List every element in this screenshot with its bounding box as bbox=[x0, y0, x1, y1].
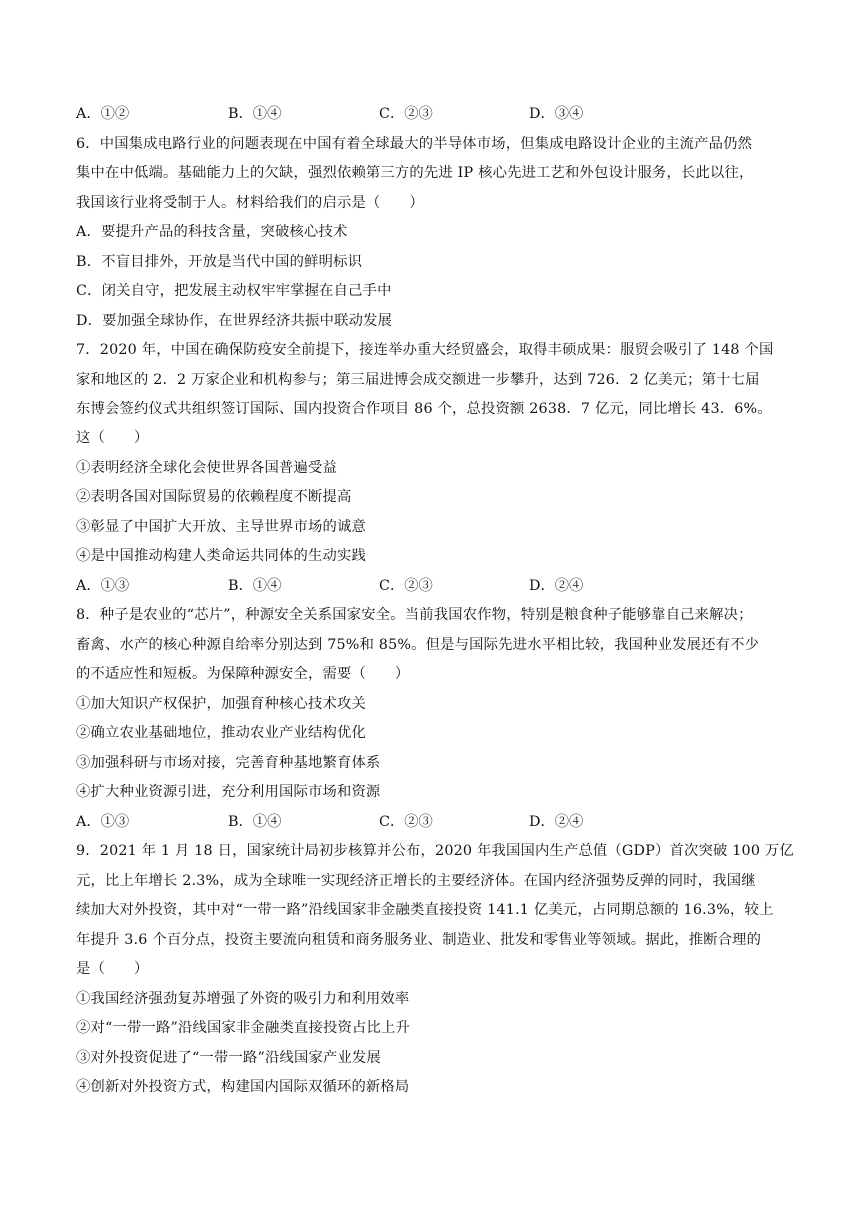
q7-option-b: B．①④ bbox=[228, 578, 282, 594]
q5-option-d: D．③④ bbox=[529, 106, 584, 122]
q8-item-2: ②确立农业基础地位，推动农业产业结构优化 bbox=[76, 725, 366, 741]
q8-stem-line: 的不适应性和短板。为保障种源安全，需要（ ） bbox=[76, 666, 410, 682]
q7-item-4: ④是中国推动构建人类命运共同体的生动实践 bbox=[76, 548, 366, 564]
q7-option-d: D．②④ bbox=[529, 578, 584, 594]
q9-item-4: ④创新对外投资方式，构建国内国际双循环的新格局 bbox=[76, 1079, 410, 1095]
q8-option-b: B．①④ bbox=[228, 814, 282, 830]
q9-item-3: ③对外投资促进了“一带一路”沿线国家产业发展 bbox=[76, 1050, 381, 1066]
q6-choice-d: D．要加强全球协作，在世界经济共振中联动发展 bbox=[76, 313, 393, 329]
q8-stem-line: 畜禽、水产的核心种源自给率分别达到 75%和 85%。但是与国际先进水平相比较，我国种业发展还有不少 bbox=[76, 637, 760, 653]
q5-option-b: B．①④ bbox=[228, 106, 282, 122]
q9-stem-line: 元，比上年增长 2.3%，成为全球唯一实现经济正增长的主要经济体。在国内经济强势反弹的同时，我国继 bbox=[76, 873, 756, 889]
q6-choice-a: A．要提升产品的科技含量，突破核心技术 bbox=[76, 224, 348, 240]
q7-stem-line: 7．2020 年，中国在确保防疫安全前提下，接连举办重大经贸盛会，取得丰硕成果：服贸会吸引了 148 个国 bbox=[76, 342, 774, 358]
q9-item-1: ①我国经济强劲复苏增强了外资的吸引力和利用效率 bbox=[76, 991, 410, 1007]
q5-option-c: C．②③ bbox=[379, 106, 433, 122]
q9-stem-line: 年提升 3.6 个百分点，投资主要流向租赁和商务服务业、制造业、批发和零售业等领域。据此，推断合理的 bbox=[76, 932, 762, 948]
q6-stem-line: 我国该行业将受制于人。材料给我们的启示是（ ） bbox=[76, 195, 424, 211]
q8-item-3: ③加强科研与市场对接，完善育种基地繁育体系 bbox=[76, 755, 381, 771]
q7-option-a: A．①③ bbox=[76, 578, 130, 594]
q8-stem-line: 8．种子是农业的“芯片”，种源安全关系国家安全。当前我国农作物，特别是粮食种子能够靠自己来解决； bbox=[76, 607, 753, 623]
q7-item-1: ①表明经济全球化会使世界各国普遍受益 bbox=[76, 460, 337, 476]
q8-item-1: ①加大知识产权保护，加强育种核心技术攻关 bbox=[76, 696, 366, 712]
q7-option-c: C．②③ bbox=[379, 578, 433, 594]
q9-stem-line: 续加大对外投资，其中对“一带一路”沿线国家非金融类直接投资 141.1 亿美元，占同期总额的 16.3%，较上 bbox=[76, 902, 774, 918]
q6-choice-b: B．不盲目排外，开放是当代中国的鲜明标识 bbox=[76, 254, 363, 270]
q5-option-a: A．①② bbox=[76, 106, 130, 122]
q8-option-d: D．②④ bbox=[529, 814, 584, 830]
q9-stem-line: 9．2021 年 1 月 18 日，国家统计局初步核算并公布，2020 年我国国内生产总值（GDP）首次突破 100 万亿 bbox=[76, 843, 794, 859]
q9-item-2: ②对“一带一路”沿线国家非金融类直接投资占比上升 bbox=[76, 1020, 410, 1036]
q7-stem-line: 这（ ） bbox=[76, 430, 149, 446]
q8-option-a: A．①③ bbox=[76, 814, 130, 830]
q8-item-4: ④扩大种业资源引进，充分利用国际市场和资源 bbox=[76, 784, 381, 800]
q7-stem-line: 家和地区的 2．2 万家企业和机构参与；第三届进博会成交额进一步攀升，达到 726．2 亿美元；第十七届 bbox=[76, 372, 760, 388]
q9-stem-line: 是（ ） bbox=[76, 961, 149, 977]
q7-item-3: ③彰显了中国扩大开放、主导世界市场的诚意 bbox=[76, 519, 366, 535]
q6-choice-c: C．闭关自守，把发展主动权牢牢掌握在自己手中 bbox=[76, 283, 392, 299]
q7-stem-line: 东博会签约仪式共组织签订国际、国内投资合作项目 86 个，总投资额 2638．7 亿元，同比增长 43．6%。 bbox=[76, 401, 772, 417]
q6-stem-line: 6．中国集成电路行业的问题表现在中国有着全球最大的半导体市场，但集成电路设计企业的主流产品仍然 bbox=[76, 136, 753, 152]
q7-item-2: ②表明各国对国际贸易的依赖程度不断提高 bbox=[76, 489, 352, 505]
q6-stem-line: 集中在中低端。基础能力上的欠缺，强烈依赖第三方的先进 IP 核心先进工艺和外包设计服务，长此以往， bbox=[76, 165, 754, 181]
q8-option-c: C．②③ bbox=[379, 814, 433, 830]
